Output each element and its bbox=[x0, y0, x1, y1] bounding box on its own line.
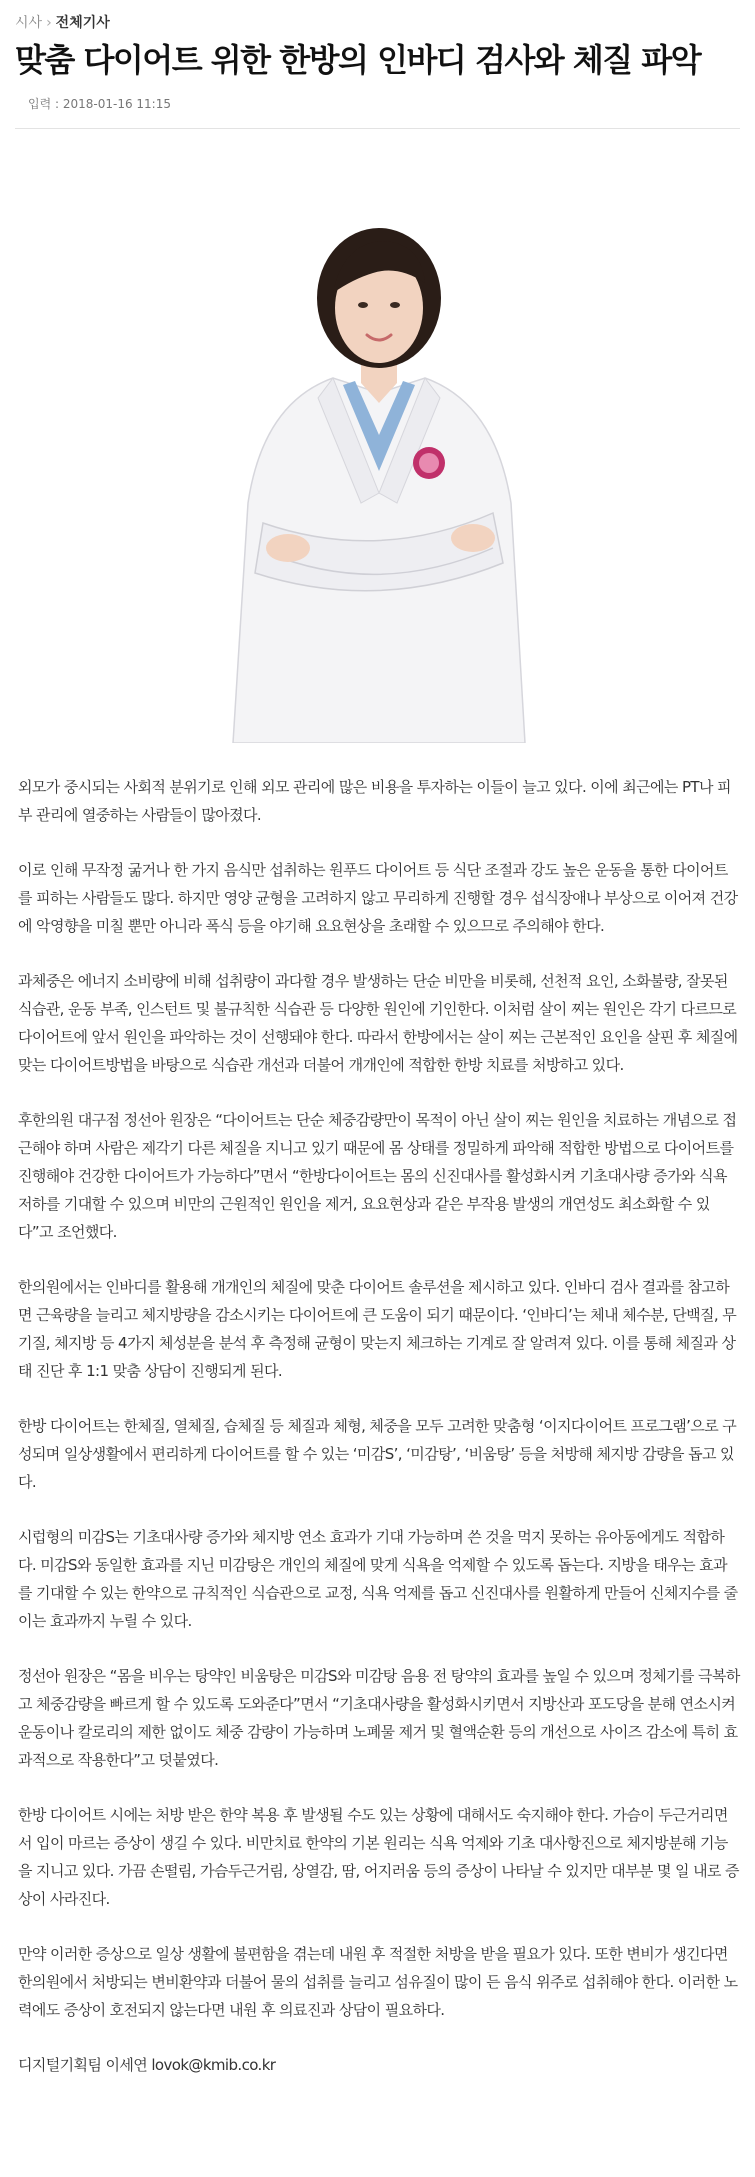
breadcrumb-section-link[interactable]: 시사 bbox=[15, 15, 43, 31]
article-photo bbox=[193, 203, 565, 743]
breadcrumb bbox=[15, 12, 110, 32]
article-title: 맞춤 다이어트 위한 한방의 인바디 검사와 체질 파악 bbox=[15, 41, 701, 79]
article-paragraph: 한방 다이어트 시에는 처방 받은 한약 복용 후 발생될 수도 있는 상황에 대해서도 숙지해야 한다. 가슴이 두근거리면서 입이 마르는 증상이 생길 수 있다. 비만치료 한약의 기본 원리는 식욕 억제와 기초 대사항진으로 체지방분해 기능을 지니고 있다. 가끔 손떨림, 가슴두근거림, 상열감, 땀, 어지러움 등의 증상이 나타날 수 있지만 대부분 몇 일 내로 증상이 사라진다. bbox=[18, 1806, 739, 1908]
article-paragraph: 한방 다이어트는 한체질, 열체질, 습체질 등 체질과 체형, 체중을 모두 고려한 맞춤형 ‘이지다이어트 프로그램’으로 구성되며 일상생활에서 편리하게 다이어트를 할 수 있는 ‘미감S’, ‘미감탕’, ‘비움탕’ 등을 처방해 체지방 감량을 돕고 있다. bbox=[18, 1417, 737, 1491]
title-divider bbox=[15, 128, 740, 129]
doctor-portrait-image bbox=[193, 203, 565, 743]
article-date: 입력 : 2018-01-16 11:15 bbox=[28, 97, 171, 111]
article-paragraph: 외모가 중시되는 사회적 분위기로 인해 외모 관리에 많은 비용을 투자하는 이들이 늘고 있다. 이에 최근에는 PT나 피부 관리에 열중하는 사람들이 많아졌다. bbox=[18, 778, 731, 824]
article-paragraph: 이로 인해 무작정 굶거나 한 가지 음식만 섭취하는 원푸드 다이어트 등 식단 조절과 강도 높은 운동을 통한 다이어트를 피하는 사람들도 많다. 하지만 영양 균형을 고려하지 않고 무리하게 진행할 경우 섭식장애나 부상으로 이어져 건강에 악영향을 미칠 뿐만 아니라 폭식 등을 야기해 요요현상을 초래할 수 있으므로 주의해야 한다. bbox=[18, 861, 738, 935]
article-paragraph: 시럽형의 미감S는 기초대사량 증가와 체지방 연소 효과가 기대 가능하며 쓴 것을 먹지 못하는 유아동에게도 적합하다. 미감S와 동일한 효과를 지닌 미감탕은 개인의 체질에 맞게 식욕을 억제할 수 있도록 돕는다. 지방을 태우는 효과를 기대할 수 있는 한약으로 규칙적인 식습관으로 교정, 식욕 억제를 돕고 신진대사를 원활하게 만들어 신체지수를 줄이는 효과까지 누릴 수 있다. bbox=[18, 1528, 738, 1630]
article-paragraph: 만약 이러한 증상으로 일상 생활에 불편함을 겪는데 내원 후 적절한 처방을 받을 필요가 있다. 또한 변비가 생긴다면 한의원에서 처방되는 변비환약과 더불어 물의 섭취를 늘리고 섬유질이 많이 든 음식 위주로 섭취해야 한다. 이러한 노력에도 증상이 호전되지 않는다면 내원 후 의료진과 상담이 필요하다. bbox=[18, 1945, 738, 2019]
article-body bbox=[18, 773, 740, 2079]
breadcrumb-category-link[interactable]: 전체기사 bbox=[55, 15, 110, 31]
article-paragraph: 과체중은 에너지 소비량에 비해 섭취량이 과다할 경우 발생하는 단순 비만을 비롯해, 선천적 요인, 소화불량, 잘못된 식습관, 운동 부족, 인스턴트 및 불규칙한 식습관 등 다양한 원인에 기인한다. 이처럼 살이 찌는 원인은 각기 다르므로 다이어트에 앞서 원인을 파악하는 것이 선행돼야 한다. 따라서 한방에서는 살이 찌는 근본적인 요인을 살핀 후 체질에 맞는 다이어트방법을 바탕으로 식습관 개선과 더불어 개개인에 적합한 한방 치료를 처방하고 있다. bbox=[18, 972, 738, 1074]
article-paragraph: 후한의원 대구점 정선아 원장은 “다이어트는 단순 체중감량만이 목적이 아닌 살이 찌는 원인을 치료하는 개념으로 접근해야 하며 사람은 제각기 다른 체질을 지니고 있기 때문에 몸 상태를 정밀하게 파악해 적합한 방법으로 다이어트를 진행해야 건강한 다이어트가 가능하다”면서 “한방다이어트는 몸의 신진대사를 활성화시켜 기초대사량 증가와 식욕 저하를 기대할 수 있으며 비만의 근원적인 원인을 제거, 요요현상과 같은 부작용 발생의 개연성도 최소화할 수 있다”고 조언했다. bbox=[18, 1111, 737, 1241]
article-paragraph: 한의원에서는 인바디를 활용해 개개인의 체질에 맞춘 다이어트 솔루션을 제시하고 있다. 인바디 검사 결과를 참고하면 근육량을 늘리고 체지방량을 감소시키는 다이어트에 큰 도움이 되기 때문이다. ‘인바디’는 체내 체수분, 단백질, 무기질, 체지방 등 4가지 체성분을 분석 후 측정해 균형이 맞는지 체크하는 기계로 잘 알려져 있다. 이를 통해 체질과 상태 진단 후 1:1 맞춤 상담이 진행되게 된다. bbox=[18, 1278, 737, 1380]
article-paragraph: 정선아 원장은 “몸을 비우는 탕약인 비움탕은 미감S와 미감탕 음용 전 탕약의 효과를 높일 수 있으며 정체기를 극복하고 체중감량을 빠르게 할 수 있도록 도와준다”면서 “기초대사량을 활성화시키면서 지방산과 포도당을 분해 연소시켜 운동이나 칼로리의 제한 없이도 체중 감량이 가능하며 노폐물 제거 및 혈액순환 등의 개선으로 사이즈 감소에 특히 효과적으로 작용한다”고 덧붙였다. bbox=[18, 1667, 740, 1769]
breadcrumb-separator: › bbox=[46, 15, 52, 31]
article-byline: 디지털기획팀 이세연 lovok@kmib.co.kr bbox=[18, 2056, 276, 2074]
